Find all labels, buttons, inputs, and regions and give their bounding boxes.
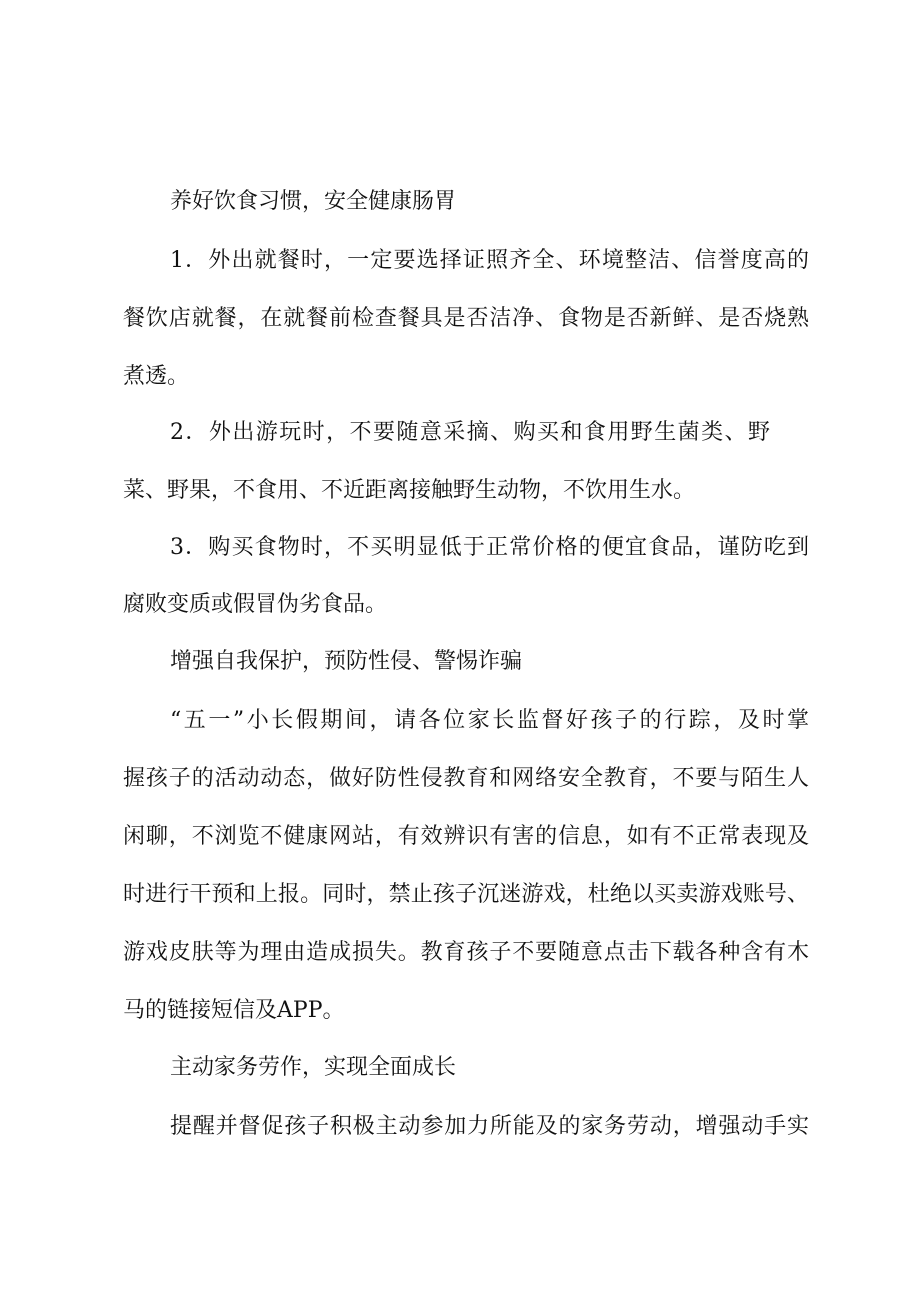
section-heading-diet: 养好饮食习惯，安全健康肠胃 (170, 189, 457, 214)
paragraph-line: 时进行干预和上报。同时，禁止孩子沉迷游戏，杜绝以买卖游戏账号、 (123, 882, 809, 907)
paragraph-line: 提醒并督促孩子积极主动参加力所能及的家务劳动，增强动手实 (170, 1114, 809, 1139)
paragraph-line: 3．购买食物时，不买明显低于正常价格的便宜食品，谨防吃到 (170, 535, 809, 560)
paragraph-line: 闲聊，不浏览不健康网站，有效辨识有害的信息，如有不正常表现及 (123, 824, 809, 849)
paragraph-line: 腐败变质或假冒伪劣食品。 (123, 592, 388, 617)
paragraph-line: “五一”小长假期间，请各位家长监督好孩子的行踪，及时掌 (170, 708, 809, 733)
paragraph-line: 1．外出就餐时，一定要选择证照齐全、环境整洁、信誉度高的 (170, 248, 809, 273)
paragraph-line: 握孩子的活动动态，做好防性侵教育和网络安全教育，不要与陌生人 (123, 766, 809, 791)
section-heading-protection: 增强自我保护，预防性侵、警惕诈骗 (170, 649, 523, 674)
paragraph-line: 煮透。 (123, 364, 190, 389)
paragraph-line: 马的链接短信及APP。 (123, 998, 345, 1023)
paragraph-line: 菜、野果，不食用、不近距离接触野生动物，不饮用生水。 (123, 478, 696, 503)
paragraph-line: 2．外出游玩时，不要随意采摘、购买和食用野生菌类、野 (170, 420, 770, 445)
paragraph-line: 游戏皮肤等为理由造成损失。教育孩子不要随意点击下载各种含有木 (123, 940, 809, 965)
section-heading-housework: 主动家务劳作，实现全面成长 (170, 1055, 457, 1080)
paragraph-line: 餐饮店就餐，在就餐前检查餐具是否洁净、食物是否新鲜、是否烧熟 (123, 306, 809, 331)
